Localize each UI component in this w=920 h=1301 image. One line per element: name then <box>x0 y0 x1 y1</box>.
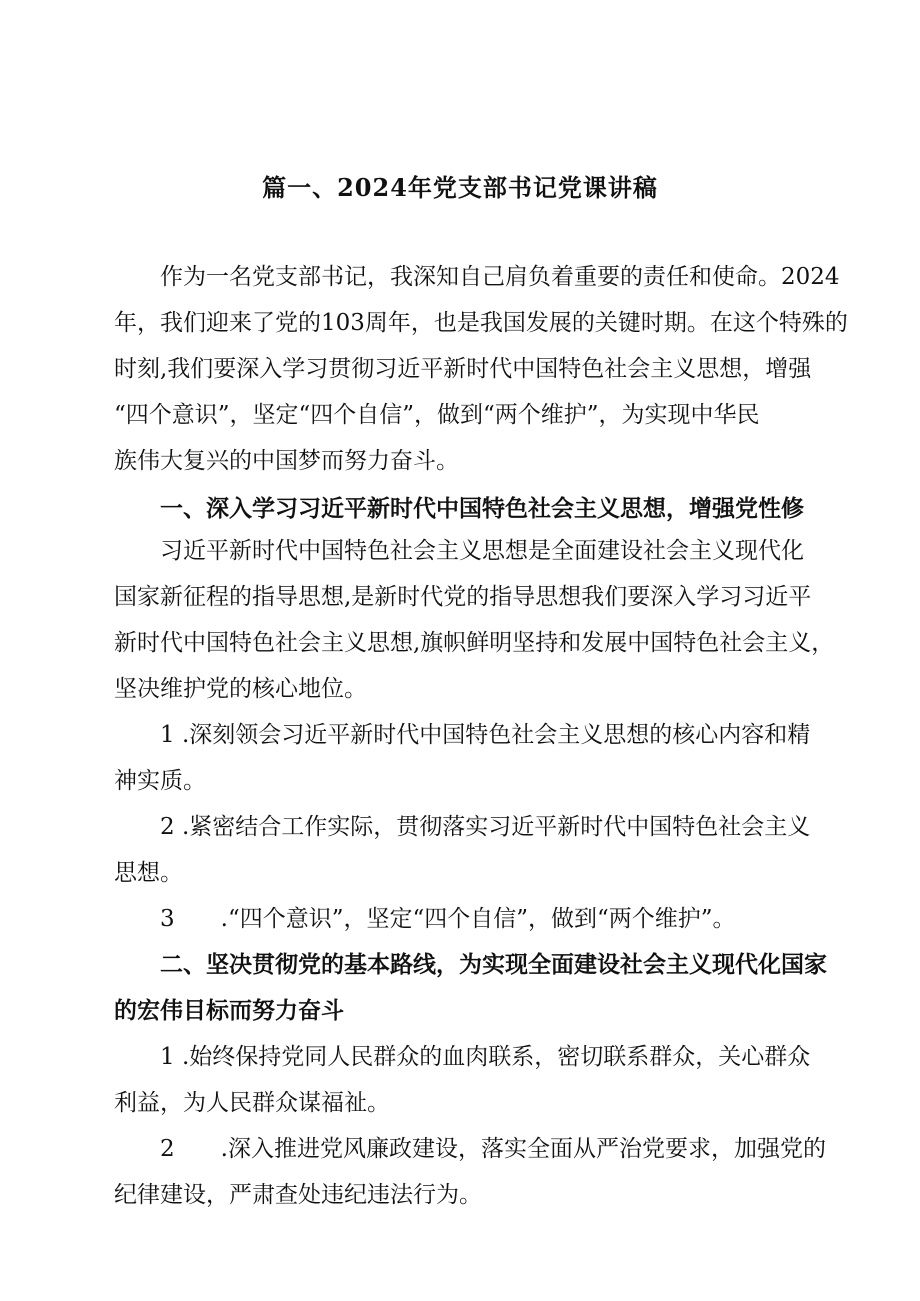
paragraph-line: 坚决维护党的核心地位。 <box>114 676 367 702</box>
paragraph-line: 族伟大复兴的中国梦而努力奋斗。 <box>114 448 459 474</box>
list-item-line: 利益，为人民群众谋福祉。 <box>114 1090 390 1116</box>
list-item-line: 神实质。 <box>114 768 206 794</box>
paragraph-line: 习近平新时代中国特色社会主义思想是全面建设社会主义现代化 <box>114 538 804 564</box>
list-item-line: 思想。 <box>114 860 183 886</box>
list-item-line: 2 .深入推进党风廉政建设，落实全面从严治党要求，加强党的 <box>114 1136 826 1162</box>
paragraph-line: 作为一名党支部书记，我深知自己肩负着重要的责任和使命。2024 <box>114 264 840 290</box>
list-item-line: 1 .深刻领会习近平新时代中国特色社会主义思想的核心内容和精 <box>114 722 811 748</box>
paragraph-line: 国家新征程的指导思想,是新时代党的指导思想我们要深入学习习近平 <box>114 584 812 610</box>
paragraph-line: “四个意识”，坚定“四个自信”，做到“两个维护”，为实现中华民 <box>114 402 760 428</box>
paragraph-line: 年，我们迎来了党的103周年，也是我国发展的关键时期。在这个特殊的 <box>114 310 848 336</box>
list-item-line: 2 .紧密结合工作实际，贯彻落实习近平新时代中国特色社会主义 <box>114 814 811 840</box>
paragraph-line: 时刻,我们要深入学习贯彻习近平新时代中国特色社会主义思想，增强 <box>114 356 812 382</box>
list-item-line: 纪律建设，严肃查处违纪违法行为。 <box>114 1182 482 1208</box>
section-heading: 的宏伟目标而努力奋斗 <box>114 997 344 1024</box>
section-heading: 二、坚决贯彻党的基本路线，为实现全面建设社会主义现代化国家 <box>114 951 827 978</box>
list-item-line: 3 .“四个意识”，坚定“四个自信”，做到“两个维护”。 <box>114 906 736 932</box>
document-title: 篇一、2024年党支部书记党课讲稿 <box>262 173 658 202</box>
list-item-line: 1 .始终保持党同人民群众的血肉联系，密切联系群众，关心群众 <box>114 1044 811 1070</box>
section-heading: 一、深入学习习近平新时代中国特色社会主义思想，增强党性修 <box>114 495 804 522</box>
paragraph-line: 新时代中国特色社会主义思想,旗帜鲜明坚持和发展中国特色社会主义， <box>114 630 835 656</box>
